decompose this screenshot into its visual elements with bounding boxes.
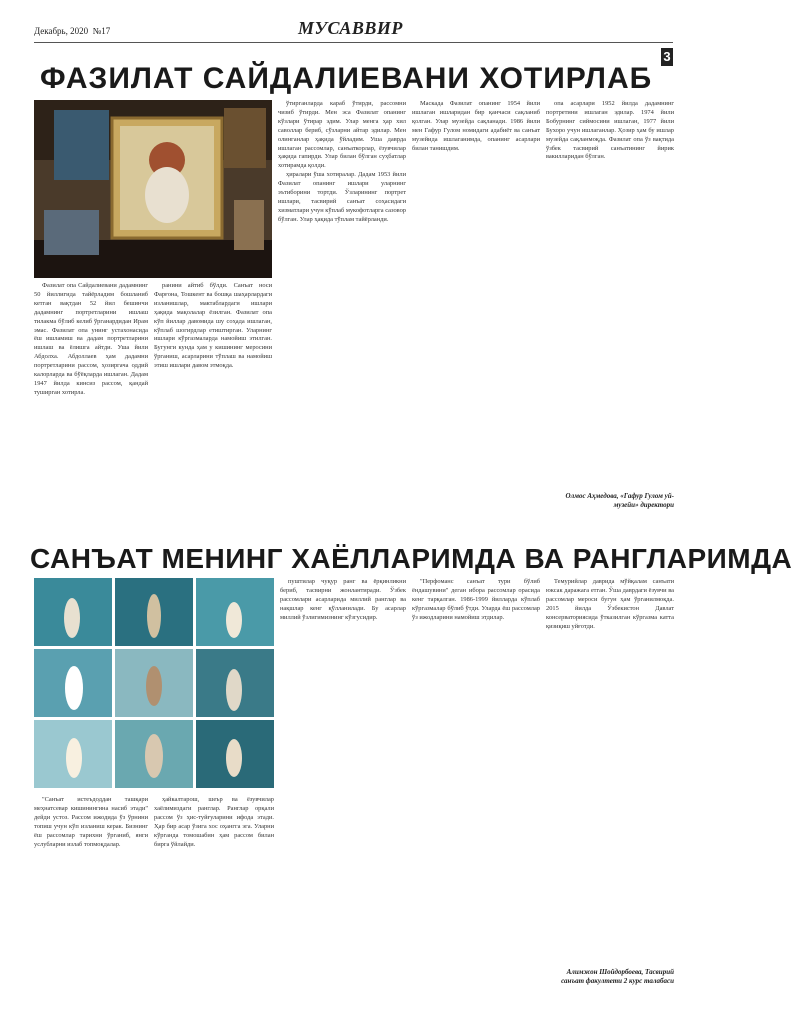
article2-photo-collage (34, 578, 274, 788)
exhibition-photo-image (34, 100, 272, 278)
newspaper-logo: МУСАВВИР (298, 18, 403, 38)
article1-photo (34, 100, 272, 278)
performance-photos-image (34, 578, 274, 788)
page-number: 3 (661, 48, 673, 66)
article2-signature: Алимжон Шойдорбоева, Тасвирий санъат факултети 2 курс талабаси (561, 968, 674, 985)
article1-column-4: Маскада Фазилат опанинг 1954 йили ишлаган ишларидан бир қанчаси сақланиб қолган. Улар музейда сақланади. 1986 йили мен Гафур Гулом номидаги адабиёт ва санъат музейида ишлаганимда, опанинг асарлари билан танишдим. (412, 100, 540, 152)
article1-column-5: опа асарлари 1952 йилда дадамнинг портретини ишлаган эдилар. 1974 йили Бобурнинг сиймосини ишлаган, 1977 йили Бухоро учун ишлаганлар. Ҳозир ҳам бу ишлар музейда сақланмоқда. Фазилат опа ўз вақтида ўзбек тасвирий санъатининг йирик вакилларидан бўлган. (546, 100, 674, 161)
page-header (0, 0, 707, 52)
header-rule (34, 42, 673, 43)
issue-date: Декабрь, 2020 №17 (34, 26, 111, 36)
article1-signature: Олмос Аҳмедова, «Гафур Гулом уй-музейи» директори (565, 492, 674, 509)
article2-column-4: "Перфоманс санъат тури бўлиб ёндашувини" деган ибора рассомлар орасида кенг тарқалган. 1986-1999 йилларда кўплаб кўргазмалар бўлиб ўтди. Уларда ёш рассомлар ўз ижодларини намойиш этдилар. (412, 578, 540, 621)
article1-title: ФАЗИЛАТ САЙДАЛИЕВАНИ ХОТИРЛАБ (40, 62, 653, 95)
article2-column-2: ҳайкалтарош, шеър ва ёзувчилар хаёлимиздаги ранглар. Ранглар орқали рассом ўз ҳис-туйғуларини ифода этади. Ҳар бир асар ўзига хос оҳангга эга. Уларни кўрганда томошабин ҳам рассом билан бирга ўйлайди. (154, 796, 274, 848)
article2-column-3: пуштилар чуқур ранг ва ёрқинликни бериб, тасвирни жонлантиради. Ўзбек рассомлари асарларида миллий ранглар ва нақшлар кенг қўлланилади. Бу асарлар миллий ўзлигимизнинг кўзгусидир. (280, 578, 406, 621)
article2-column-5: Темурийлар даврида мўйқалам санъати юксак даражага етган. Ўша даврдаги ёзувчи ва рассомлар мероси бугун ҳам ўрганилмоқда. 2015 йилда Ўзбекистон Давлат консерваториясида ўтказилган кўргазма катта қизиқиш уйғотди. (546, 578, 674, 630)
article1-column-3: ўтирганларда караб ўтирди, рассомни чизиб ўтирди. Мен эса Фазилат опанинг кўзлари ўтирар эдим. Улар менга ҳар хил саволлар бериб, сўзларни айтар эдилар. Мен олинганлар ҳақида ўйладим. Уша даврда ишлаган рассомлар, санъаткорлар, ёзувчилар ҳақида гапирди. Улар билан бўлган суҳбатлар хотирамда қолди. ҳиралари ўша хотиралар. Дадам 1953 йили Фазилат опанинг ишлари уларнинг эътиборини тортди. Ўзларининг портрет ишлари, тасвирий санъат соҳасидаги хизматлари учун кўплаб мукофотларга сазовор бўлган. Улар ҳақида тўплам тайёрланди. (278, 100, 406, 223)
article1-column-1: Фазилат опа Сайдалиевани дадамнинг 50 йиллигида тайёрладим бошланиб кетган вақтдан 52 йил бешинчи дадамнинг портретларини ишлаш тилакма бўлиб келиб ўрганардидан Ирам эмас. Фазилат опа унинг устахонасида ёш ишламиш ва дадам портретларини ишлаш ва ёлишга айтди. Уша йили Абдолха. Абдоллаев ҳам дадамни портретларини рассом, ҳозиргача оддий калорларда ва бўёқларда ишлаган. Дадам 1947 йилда кинсиз рассом, қандай туширган хотирла. (34, 282, 148, 396)
article2-title: САНЪАТ МЕНИНГ ХАЁЛЛАРИМДА ВА РАНГЛАРИМДА (30, 543, 792, 574)
article1-column-2: ранини айтиб бўлди. Санъат носи Фарғона, Тошкент ва бошқа шаҳарлардаги изланишлар, мактаблардаги ишлари ҳақида мақолалар ёзилган. Фазилат опа кўп йиллар давомида шу соҳада ишлаган, кўплаб шогирдлар етиштирган. Уларнинг ишлари кўргазмаларда намойиш этилган. Бугунги кунда ҳам у кишининг меросини ўрганиш, асарларини тўплаш ва намойиш этиш ишлари давом этмоқда. (154, 282, 272, 370)
article2-column-1: "Санъат истеъдоддан ташқари меҳнатсевар кишинингина насиб этади" дейди устоз. Рассом ижодида ўз ўрнини топиш учун кўп изланиш керак. Бизнинг ёш рассомлар тарихни ўрганиб, янги услубларни излаб топмоқдалар. (34, 796, 148, 848)
